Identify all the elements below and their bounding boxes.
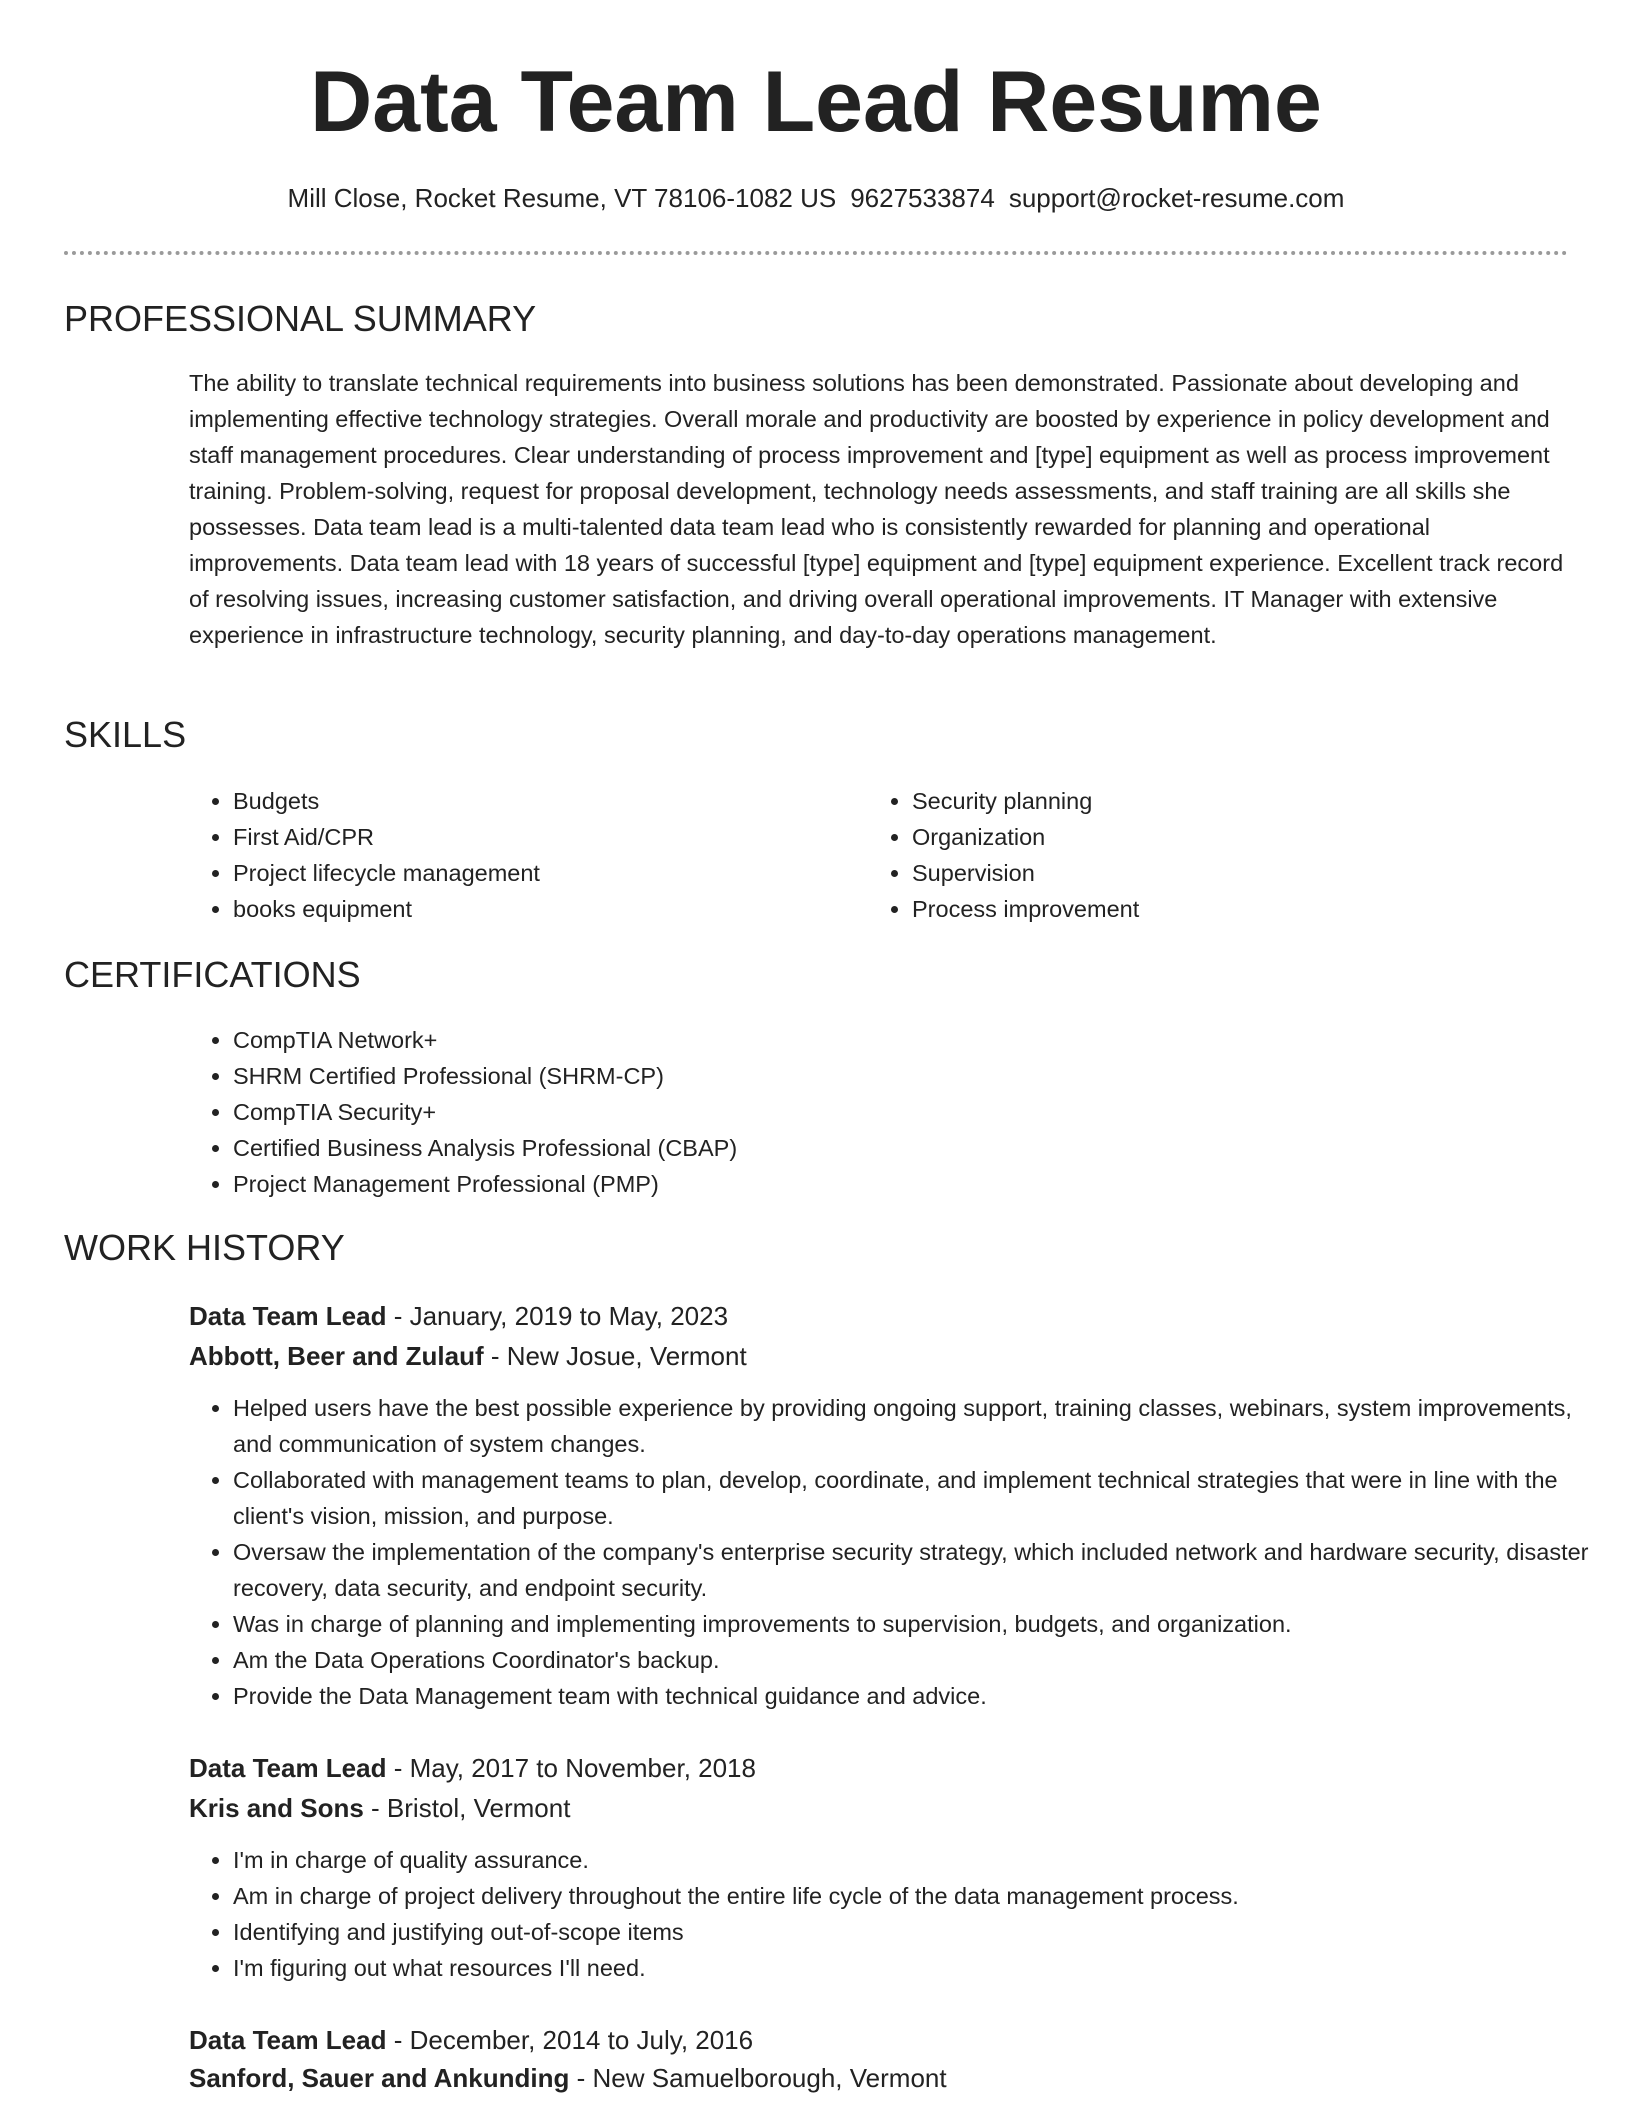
- job-bullet: • Oversaw the implementation of the company's enterprise security strategy, which included network and hardware security, disaster recovery, data security, and endpoint security.: [233, 1534, 1613, 1606]
- summary-heading: PROFESSIONAL SUMMARY: [64, 298, 537, 339]
- contact-line: [0, 178, 1632, 218]
- job-company-line: [189, 2058, 947, 2098]
- certification-item: • Certified Business Analysis Professional (CBAP): [233, 1130, 1533, 1166]
- job-bullet: • I'm figuring out what resources I'll need.: [233, 1950, 1613, 1986]
- job-location: - Bristol, Vermont: [363, 1793, 571, 1823]
- skills-list-right: [868, 783, 1512, 927]
- job-bullet: • Identifying and justifying out-of-scope items: [233, 1914, 1613, 1950]
- job-title: Data Team Lead: [189, 2025, 387, 2055]
- resume-title: Data Team Lead Resume: [310, 54, 1322, 150]
- job-bullet: • Helped users have the best possible experience by providing ongoing support, training classes, webinars, system improvements, and communication of system changes.: [233, 1390, 1613, 1462]
- job-bullet: • Collaborated with management teams to plan, develop, coordinate, and implement technical strategies that were in line with the client's vision, mission, and purpose.: [233, 1462, 1613, 1534]
- job-location: - New Josue, Vermont: [483, 1341, 747, 1371]
- job-title-line: [189, 2020, 753, 2060]
- certification-item: • SHRM Certified Professional (SHRM-CP): [233, 1058, 1533, 1094]
- job-bullet: • Was in charge of planning and implementing improvements to supervision, budgets, and organization.: [233, 1606, 1613, 1642]
- job-bullets: [189, 1390, 1613, 1714]
- job-dates: - December, 2014 to July, 2016: [386, 2025, 754, 2055]
- summary-text: The ability to translate technical requirements into business solutions has been demonstrated. Passionate about developing and implementing effective technology strategies. Overall morale and productivity are boosted by experience in policy development and staff management procedures. Clear understanding of process improvement and [type] equipment as well as process improvement training. Problem-solving, request for proposal development, technology needs assessments, and staff training are all skills she possesses. Data team lead is a multi-talented data team lead who is consistently rewarded for planning and operational improvements. Data team lead with 18 years of successful [type] equipment and [type] equipment experience. Excellent track record of resolving issues, increasing customer satisfaction, and driving overall operational improvements. IT Manager with extensive experience in infrastructure technology, security planning, and day-to-day operations management.: [189, 370, 1564, 648]
- job-bullet: • Am in charge of project delivery throughout the entire life cycle of the data management process.: [233, 1878, 1613, 1914]
- skills-heading: SKILLS: [64, 714, 187, 755]
- skill-item: • Security planning: [912, 783, 1512, 819]
- skill-item: • Budgets: [233, 783, 833, 819]
- contact-address: Mill Close, Rocket Resume, VT 78106-1082 US: [287, 183, 837, 213]
- contact-email: support@rocket-resume.com: [1008, 183, 1345, 213]
- certification-item: • Project Management Professional (PMP): [233, 1166, 1533, 1202]
- skill-item: • Supervision: [912, 855, 1512, 891]
- certification-item: • CompTIA Security+: [233, 1094, 1533, 1130]
- job-title-line: [189, 1296, 728, 1336]
- certifications-list: [189, 1022, 1533, 1202]
- job-bullet: • Am the Data Operations Coordinator's backup.: [233, 1642, 1613, 1678]
- certification-item: • CompTIA Network+: [233, 1022, 1533, 1058]
- job-company: Abbott, Beer and Zulauf: [189, 1341, 484, 1371]
- certifications-heading: CERTIFICATIONS: [64, 954, 361, 995]
- skill-item: • First Aid/CPR: [233, 819, 833, 855]
- contact-phone: 9627533874: [850, 183, 995, 213]
- skill-item: • Project lifecycle management: [233, 855, 833, 891]
- skill-item: • books equipment: [233, 891, 833, 927]
- job-company-line: [189, 1336, 747, 1376]
- job-company: Sanford, Sauer and Ankunding: [189, 2063, 570, 2093]
- job-bullet: • Provide the Data Management team with technical guidance and advice.: [233, 1678, 1613, 1714]
- skills-list-left: [189, 783, 833, 927]
- job-title: Data Team Lead: [189, 1753, 387, 1783]
- job-dates: - January, 2019 to May, 2023: [386, 1301, 729, 1331]
- job-company: Kris and Sons: [189, 1793, 364, 1823]
- job-title: Data Team Lead: [189, 1301, 387, 1331]
- header-divider: [64, 251, 1568, 255]
- job-location: - New Samuelborough, Vermont: [569, 2063, 947, 2093]
- work-history-heading: WORK HISTORY: [64, 1227, 345, 1268]
- job-bullets: [189, 1842, 1613, 1986]
- job-dates: - May, 2017 to November, 2018: [386, 1753, 756, 1783]
- skill-item: • Process improvement: [912, 891, 1512, 927]
- job-title-line: [189, 1748, 756, 1788]
- job-bullet: • I'm in charge of quality assurance.: [233, 1842, 1613, 1878]
- job-company-line: [189, 1788, 570, 1828]
- skill-item: • Organization: [912, 819, 1512, 855]
